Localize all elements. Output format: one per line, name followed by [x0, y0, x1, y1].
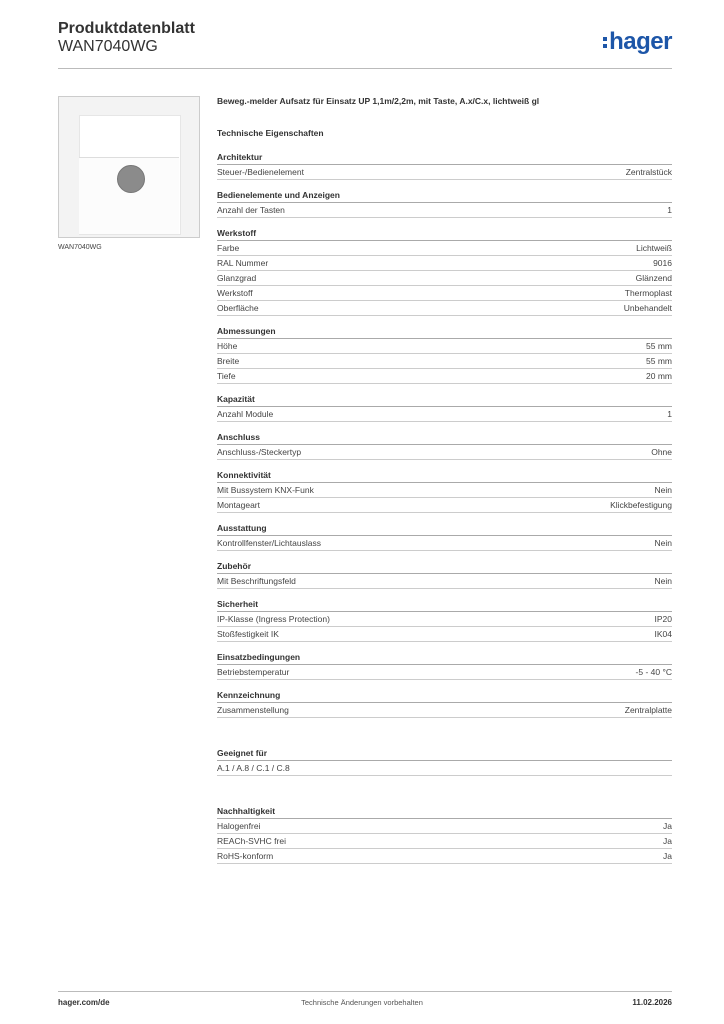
- section-title: Ausstattung: [217, 523, 672, 536]
- spec-sections: [217, 152, 672, 718]
- spec-label: Werkstoff: [217, 288, 253, 298]
- section-title: Bedienelemente und Anzeigen: [217, 190, 672, 203]
- spec-label: Tiefe: [217, 371, 236, 381]
- spec-label: Halogenfrei: [217, 821, 261, 831]
- section-title: Abmessungen: [217, 326, 672, 339]
- spec-row: [217, 834, 672, 849]
- footer-date: 11.02.2026: [632, 998, 672, 1007]
- spec-value: Ja: [663, 821, 672, 831]
- spec-row: [217, 241, 672, 256]
- spec-value: 9016: [653, 258, 672, 268]
- spec-value: 55 mm: [646, 356, 672, 366]
- spec-value: Lichtweiß: [636, 243, 672, 253]
- spec-value: IK04: [654, 629, 672, 639]
- hager-logo: [603, 28, 672, 56]
- section-gap: [217, 776, 672, 796]
- spec-row: [217, 354, 672, 369]
- spec-row: [217, 271, 672, 286]
- tech-properties-heading: Technische Eigenschaften: [217, 128, 324, 138]
- spec-row: [217, 483, 672, 498]
- spec-value: Zentralstück: [625, 167, 672, 177]
- spec-row: [217, 301, 672, 316]
- spec-value: Zentralplatte: [624, 705, 672, 715]
- spec-row: [217, 369, 672, 384]
- logo-text: hager: [609, 28, 672, 55]
- spec-row: [217, 407, 672, 422]
- section-title: Geeignet für: [217, 748, 672, 761]
- spec-value: 55 mm: [646, 341, 672, 351]
- spec-section: [217, 806, 672, 864]
- section-gap: [217, 718, 672, 738]
- spec-value: Ja: [663, 836, 672, 846]
- spec-row: [217, 665, 672, 680]
- spec-label: IP-Klasse (Ingress Protection): [217, 614, 330, 624]
- spec-label: Mit Bussystem KNX-Funk: [217, 485, 314, 495]
- suitable-section: [217, 748, 672, 776]
- sensor-lens: [117, 165, 145, 193]
- spec-label: Oberfläche: [217, 303, 259, 313]
- section-title: Konnektivität: [217, 470, 672, 483]
- header-divider: [58, 68, 672, 69]
- spec-row: [217, 256, 672, 271]
- spec-value: Klickbefestigung: [610, 500, 672, 510]
- spec-value: Unbehandelt: [623, 303, 672, 313]
- image-caption: WAN7040WG: [58, 244, 102, 251]
- spec-row: [217, 574, 672, 589]
- footer-url[interactable]: hager.com/de: [58, 998, 110, 1007]
- section-title: Nachhaltigkeit: [217, 806, 672, 819]
- section-title: Einsatzbedingungen: [217, 652, 672, 665]
- footer-divider: [58, 991, 672, 992]
- spec-label: Farbe: [217, 243, 240, 253]
- spec-row: [217, 498, 672, 513]
- section-title: Anschluss: [217, 432, 672, 445]
- spec-section: [217, 690, 672, 718]
- spec-label: Stoßfestigkeit IK: [217, 629, 279, 639]
- spec-section: [217, 432, 672, 460]
- spec-label: RAL Nummer: [217, 258, 269, 268]
- spec-label: A.1 / A.8 / C.1 / C.8: [217, 763, 290, 773]
- spec-row: [217, 165, 672, 180]
- spec-label: Anzahl der Tasten: [217, 205, 285, 215]
- spec-section: [217, 599, 672, 642]
- spec-section: [217, 470, 672, 513]
- spec-row: [217, 612, 672, 627]
- section-title: Kennzeichnung: [217, 690, 672, 703]
- spec-section: [217, 523, 672, 551]
- section-title: Architektur: [217, 152, 672, 165]
- section-title: Werkstoff: [217, 228, 672, 241]
- sustainability-section: [217, 806, 672, 864]
- page-title: Produktdatenblatt: [58, 20, 195, 37]
- spec-row: [217, 536, 672, 551]
- spec-label: Kontrollfenster/Lichtauslass: [217, 538, 321, 548]
- spec-value: 20 mm: [646, 371, 672, 381]
- spec-section: [217, 228, 672, 316]
- spec-label: RoHS-konform: [217, 851, 274, 861]
- spec-section: [217, 326, 672, 384]
- section-title: Sicherheit: [217, 599, 672, 612]
- spec-value: -5 - 40 °C: [635, 667, 672, 677]
- spec-value: Glänzend: [635, 273, 672, 283]
- spec-label: Betriebstemperatur: [217, 667, 290, 677]
- spec-row: [217, 339, 672, 354]
- section-title: Kapazität: [217, 394, 672, 407]
- product-code: WAN7040WG: [58, 38, 158, 55]
- spec-section: [217, 561, 672, 589]
- spec-label: Mit Beschriftungsfeld: [217, 576, 296, 586]
- spec-row: [217, 849, 672, 864]
- footer-disclaimer: Technische Änderungen vorbehalten: [301, 998, 423, 1007]
- spec-label: Glanzgrad: [217, 273, 257, 283]
- spec-row: [217, 203, 672, 218]
- spec-value: Thermoplast: [624, 288, 672, 298]
- spec-label: Höhe: [217, 341, 238, 351]
- spec-label: Montageart: [217, 500, 260, 510]
- spec-value: Nein: [654, 538, 672, 548]
- spec-value: Ohne: [651, 447, 672, 457]
- spec-label: Zusammenstellung: [217, 705, 289, 715]
- spec-label: REACh-SVHC frei: [217, 836, 286, 846]
- spec-value: Nein: [654, 485, 672, 495]
- spec-value: IP20: [654, 614, 672, 624]
- spec-section: [217, 190, 672, 218]
- spec-row: [217, 761, 672, 776]
- spec-label: Breite: [217, 356, 240, 366]
- spec-label: Anschluss-/Steckertyp: [217, 447, 302, 457]
- spec-value: 1: [667, 205, 672, 215]
- spec-row: [217, 703, 672, 718]
- spec-value: Ja: [663, 851, 672, 861]
- spec-row: [217, 445, 672, 460]
- spec-row: [217, 286, 672, 301]
- spec-row: [217, 627, 672, 642]
- section-title: Zubehör: [217, 561, 672, 574]
- spec-section: [217, 652, 672, 680]
- spec-label: Anzahl Module: [217, 409, 274, 419]
- spec-row: [217, 819, 672, 834]
- spec-section: [217, 394, 672, 422]
- spec-value: 1: [667, 409, 672, 419]
- spec-content: [217, 96, 672, 864]
- product-image: [58, 96, 200, 238]
- spec-value: Nein: [654, 576, 672, 586]
- spec-label: Steuer-/Bedienelement: [217, 167, 304, 177]
- logo-dots-icon: [603, 34, 607, 51]
- product-description: Beweg.-melder Aufsatz für Einsatz UP 1,1m/2,2m, mit Taste, A.x/C.x, lichtweiß gl: [217, 96, 540, 106]
- spec-section: [217, 748, 672, 776]
- spec-section: [217, 152, 672, 180]
